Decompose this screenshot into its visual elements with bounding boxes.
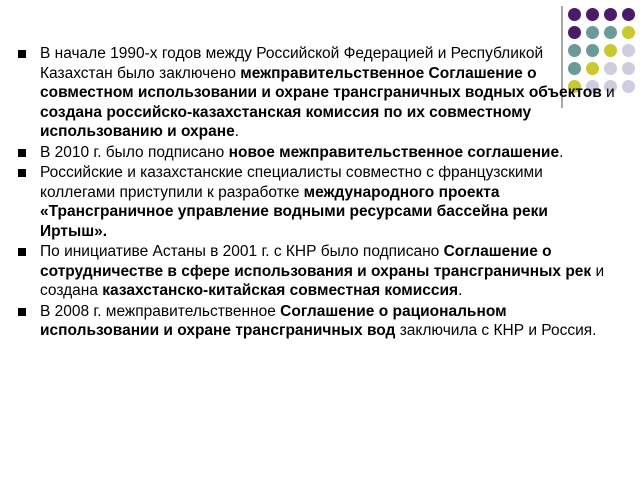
bold-text-segment: новое межправительственное соглашение <box>228 143 560 161</box>
text-segment: заключила с КНР и Россия. <box>395 322 597 339</box>
decorative-dot <box>622 62 635 75</box>
bullet-list <box>16 44 616 342</box>
decorative-dot <box>622 80 635 93</box>
text-segment: . <box>234 123 240 140</box>
bold-text-segment: Соглашение о рациональном использовании и охране трансграничных вод <box>40 302 507 339</box>
text-segment: В 2010 г. было подписано <box>40 143 229 161</box>
decorative-dot <box>568 8 581 21</box>
text-segment: . <box>559 143 564 161</box>
decorative-dot <box>622 26 635 39</box>
bullet-item <box>16 44 616 142</box>
bold-text-segment: казахстанско-китайская совместная комиссия <box>102 282 459 299</box>
decorative-dot <box>586 26 599 39</box>
text-segment: . <box>458 282 463 299</box>
decorative-dot <box>568 26 581 39</box>
bold-text-segment: межправительственное Соглашение о совместном использовании и охране трансграничных водных объектов <box>40 64 602 101</box>
decorative-dot <box>604 26 617 39</box>
bold-text-segment: создана российско-казахстанская комиссия по их совместному использованию и охране <box>40 103 532 140</box>
text-segment: и создана <box>40 262 605 299</box>
bold-text-segment: Соглашение о сотрудничестве в сфере использования и охраны трансграничных рек <box>40 243 592 280</box>
bullet-item <box>16 242 616 301</box>
text-segment: В 2008 г. межправительственное <box>40 302 281 320</box>
text-segment: В начале 1990-х годов между Российской Федерацией и Республикой Казахстан было заключено <box>40 45 544 82</box>
bold-text-segment: международного проекта «Трансграничное управление водными ресурсами бассейна реки Иртыш». <box>40 183 548 240</box>
decorative-dot <box>622 8 635 21</box>
bullet-item <box>16 302 616 341</box>
text-segment: По инициативе Астаны в 2001 г. с КНР было подписано <box>40 243 444 260</box>
bullet-item <box>16 143 616 163</box>
text-segment: и <box>601 84 615 101</box>
bullet-item <box>16 163 616 241</box>
decorative-dot <box>604 8 617 21</box>
decorative-dot <box>586 8 599 21</box>
text-segment: Российские и казахстанские специалисты совместно с французскими коллегами приступили к разработке <box>40 164 543 201</box>
decorative-dot <box>622 44 635 57</box>
